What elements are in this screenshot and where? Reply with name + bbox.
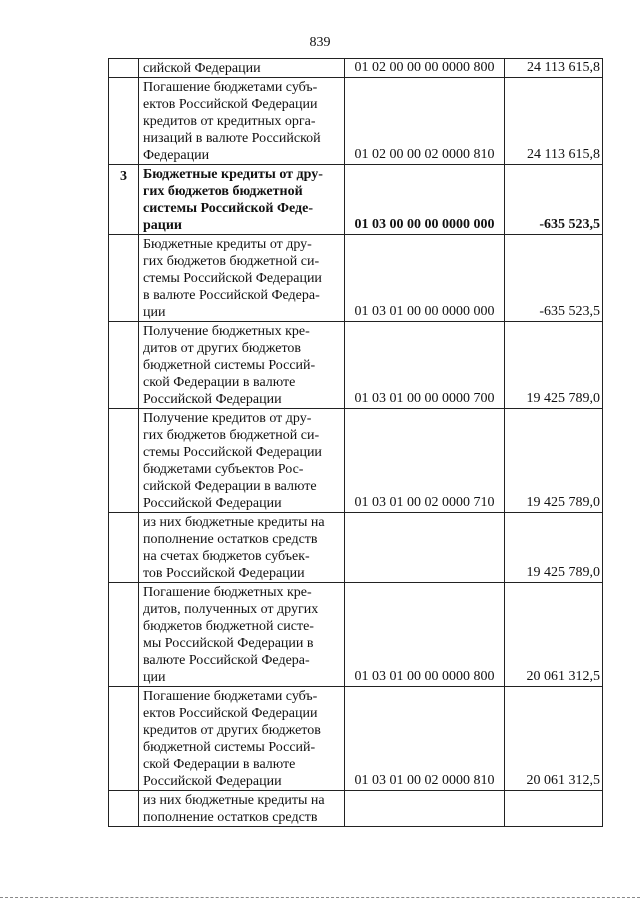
row-amount: 19 425 789,0: [505, 409, 603, 513]
row-code: 01 03 01 00 02 0000 810: [345, 687, 505, 791]
table-row: [109, 687, 603, 791]
row-number: [109, 322, 139, 409]
page-bottom-edge: [0, 897, 640, 898]
row-amount: 20 061 312,5: [505, 583, 603, 687]
table-row: [109, 59, 603, 78]
row-name: из них бюджетные кредиты на пополнение остатков средств: [139, 791, 345, 827]
row-name: Погашение бюджетами субъ- ектов Российской Федерации кредитов от кредитных орга- низаций в валюте Российской Федерации: [139, 78, 345, 165]
row-name: Бюджетные кредиты от дру- гих бюджетов бюджетной си- стемы Российской Федерации в валюте Российской Федера- ции: [139, 235, 345, 322]
row-name: Бюджетные кредиты от дру- гих бюджетов бюджетной системы Российской Феде- рации: [139, 165, 345, 235]
row-code: 01 03 01 00 02 0000 710: [345, 409, 505, 513]
table-row: [109, 583, 603, 687]
row-code: 01 02 00 00 00 0000 800: [345, 59, 505, 78]
row-amount: [505, 791, 603, 827]
row-amount: 24 113 615,8: [505, 59, 603, 78]
table-row: [109, 78, 603, 165]
row-number: [109, 687, 139, 791]
row-name: Погашение бюджетами субъ- ектов Российской Федерации кредитов от других бюджетов бюджетной системы Россий- ской Федерации в валюте Российской Федерации: [139, 687, 345, 791]
row-number: [109, 583, 139, 687]
row-name: Получение бюджетных кре- дитов от других бюджетов бюджетной системы Россий- ской Федерации в валюте Российской Федерации: [139, 322, 345, 409]
row-code: 01 03 00 00 00 0000 000: [345, 165, 505, 235]
row-amount: -635 523,5: [505, 235, 603, 322]
row-number: [109, 235, 139, 322]
row-name: Получение кредитов от дру- гих бюджетов бюджетной си- стемы Российской Федерации бюджетами субъектов Рос- сийской Федерации в валюте Российской Федерации: [139, 409, 345, 513]
row-amount: 19 425 789,0: [505, 322, 603, 409]
budget-sources-table: [108, 58, 603, 827]
row-number: [109, 513, 139, 583]
row-number: [109, 59, 139, 78]
row-name: из них бюджетные кредиты на пополнение остатков средств на счетах бюджетов субъек- тов Российской Федерации: [139, 513, 345, 583]
row-code: 01 03 01 00 00 0000 700: [345, 322, 505, 409]
row-code: [345, 791, 505, 827]
row-number: [109, 409, 139, 513]
row-number: [109, 78, 139, 165]
table-row: [109, 513, 603, 583]
row-name: Погашение бюджетных кре- дитов, полученных от других бюджетов бюджетной систе- мы Российской Федерации в валюте Российской Федера- ции: [139, 583, 345, 687]
row-amount: 19 425 789,0: [505, 513, 603, 583]
row-name: сийской Федерации: [139, 59, 345, 78]
row-amount: -635 523,5: [505, 165, 603, 235]
row-number: 3: [109, 165, 139, 235]
table-row: [109, 322, 603, 409]
row-code: 01 02 00 00 02 0000 810: [345, 78, 505, 165]
table-row: [109, 409, 603, 513]
row-code: [345, 513, 505, 583]
table-row: [109, 165, 603, 235]
table-row: [109, 791, 603, 827]
row-code: 01 03 01 00 00 0000 800: [345, 583, 505, 687]
row-number: [109, 791, 139, 827]
row-amount: 20 061 312,5: [505, 687, 603, 791]
row-code: 01 03 01 00 00 0000 000: [345, 235, 505, 322]
table-row: [109, 235, 603, 322]
page-number: 839: [309, 35, 331, 50]
table-body: [109, 59, 603, 827]
row-amount: 24 113 615,8: [505, 78, 603, 165]
